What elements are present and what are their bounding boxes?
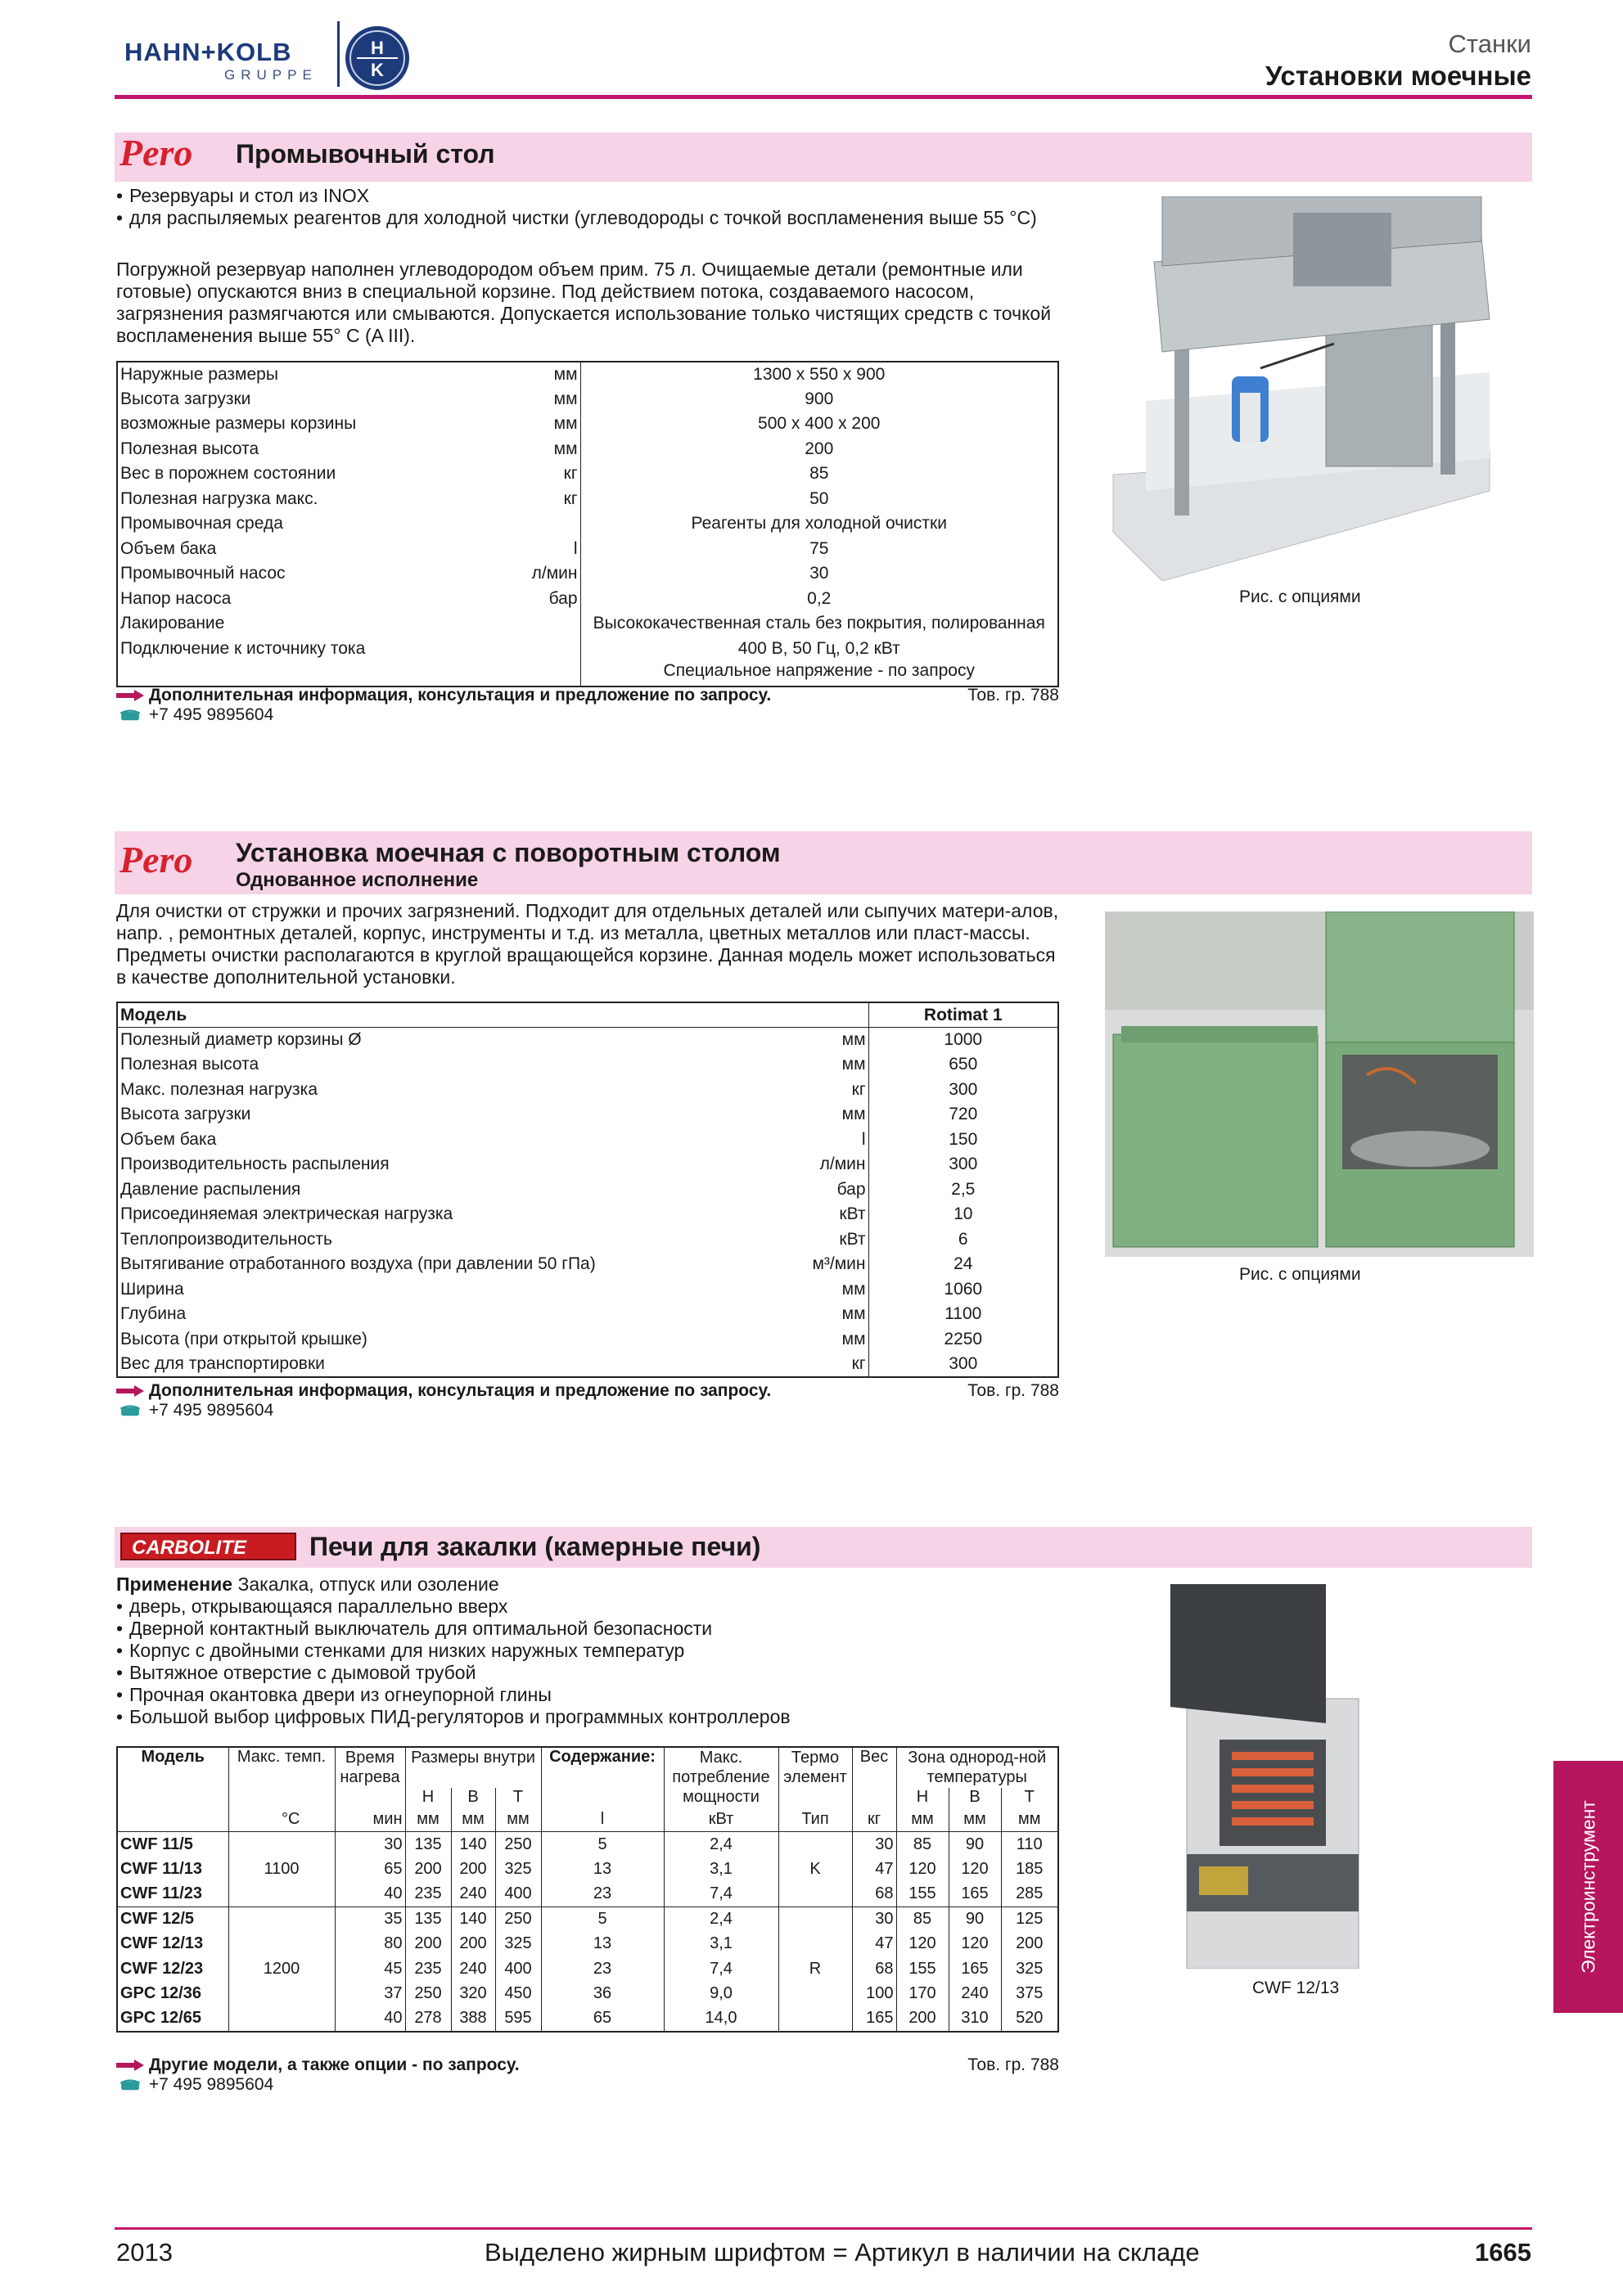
feature-item: • Резервуары и стол из INOX (116, 185, 1041, 207)
header-rule (115, 95, 1532, 99)
power-cell: 7,4 (664, 1882, 778, 1907)
spec-value: 1060 (868, 1277, 1058, 1303)
footer-note: Выделено жирным шрифтом = Артикул в наличии на складе (485, 2238, 1200, 2267)
dim-h-cell: 250 (405, 1982, 451, 2007)
feature-item: • Корпус с двойными стенками для низких наружных температур (116, 1640, 1057, 1662)
phone-icon (116, 1405, 144, 1416)
spec-label: Объем бака (120, 538, 217, 558)
svg-text:H: H (371, 38, 384, 58)
spec-label: Давление распыления (120, 1179, 301, 1199)
heat-cell: 40 (335, 2006, 405, 2032)
zone-h-cell: 155 (896, 1956, 949, 1982)
spec-value: 75 (809, 538, 829, 558)
dim-t-cell: 400 (495, 1956, 541, 1982)
th-weight: Вес (852, 1747, 896, 1807)
zone-t-cell: 520 (1016, 2009, 1044, 2028)
zone-w-cell: 90 (949, 1832, 1001, 1857)
spec-label: Подключение к источнику тока (120, 638, 366, 658)
logo-subtitle: GRUPPE (224, 67, 318, 83)
header-category: Станки (1448, 29, 1531, 58)
spec-unit: кг (851, 1353, 866, 1373)
product-group: Тов. гр. 788 (967, 686, 1059, 705)
zone-t-cell: 125 (1016, 1910, 1044, 1928)
dim-h-cell: 200 (405, 1932, 451, 1957)
arrow-right-icon (116, 690, 144, 701)
application-text: Закалка, отпуск или озоление (237, 1573, 499, 1595)
spec-unit (510, 511, 580, 537)
dim-w-cell: 200 (451, 1857, 495, 1882)
product3-application (116, 1573, 499, 1596)
spec-unit: мм (841, 1105, 866, 1124)
spec-unit: мм (510, 387, 580, 412)
th-max-temp: Макс. темп. (228, 1747, 335, 1807)
product1-caption: Рис. с опциями (1239, 588, 1361, 606)
spec-label: Полезная высота (120, 1055, 259, 1074)
spec-unit: л/мин (510, 561, 580, 587)
spec-label: Наружные размеры (120, 364, 278, 384)
heat-cell: 35 (335, 1907, 405, 1932)
spec-unit (510, 637, 580, 662)
product-group: Тов. гр. 788 (967, 1381, 1059, 1400)
power-cell: 2,4 (664, 1832, 778, 1857)
furnace-image (1162, 1584, 1367, 1969)
th-h: Н (405, 1788, 451, 1807)
spec-value: 10 (868, 1202, 1058, 1227)
content-cell: 5 (541, 1907, 664, 1932)
product2-caption: Рис. с опциями (1239, 1265, 1361, 1284)
spec-row (117, 1078, 1058, 1103)
phone-number: +7 495 9895604 (148, 705, 274, 724)
spec-row (117, 661, 1058, 687)
content-cell: 5 (541, 1832, 664, 1857)
product3-caption: CWF 12/13 (1252, 1979, 1340, 1997)
power-cell: 7,4 (664, 1956, 778, 1982)
zone-t-cell: 325 (1016, 1959, 1044, 1978)
spec-unit: мм (510, 412, 580, 437)
zone-w-cell: 240 (949, 1982, 1001, 2007)
spec-label: Ширина (120, 1279, 184, 1299)
feature-item: • Прочная окантовка двери из огнеупорной глины (116, 1684, 1057, 1706)
heat-cell: 45 (335, 1956, 405, 1982)
zone-t-cell: 185 (1016, 1859, 1044, 1878)
zone-h-cell: 120 (896, 1932, 949, 1957)
spec-row (117, 1252, 1058, 1277)
spec-label: Лакирование (120, 614, 225, 633)
carbolite-logo: CARBOLITE (120, 1533, 296, 1560)
feature-item: • Большой выбор цифровых ПИД-регуляторов и программных контроллеров (116, 1706, 1057, 1728)
thermo-cell: K (778, 1832, 852, 1907)
content-cell: 36 (541, 1982, 664, 2007)
unit-mm: мм (495, 1807, 541, 1832)
dim-t-cell: 250 (495, 1832, 541, 1857)
heat-cell: 80 (335, 1932, 405, 1957)
feature-item: • дверь, открывающаяся параллельно вверх (116, 1596, 1057, 1618)
spec-row (117, 1277, 1058, 1303)
phone-icon (116, 709, 144, 721)
dim-h-cell: 235 (405, 1956, 451, 1982)
application-label: Применение (116, 1573, 233, 1595)
spec-label: Макс. полезная нагрузка (120, 1079, 318, 1099)
page-number: 1665 (1475, 2238, 1531, 2267)
th-model: Модель (117, 1747, 228, 1807)
feature-item: • Вытяжное отверстие с дымовой трубой (116, 1662, 1057, 1684)
unit-l: l (541, 1807, 664, 1832)
dim-h-cell: 200 (405, 1857, 451, 1882)
spec-value: 300 (868, 1352, 1058, 1377)
spec-label: Глубина (120, 1304, 187, 1324)
unit-mm: мм (451, 1807, 495, 1832)
washing-table-image (1097, 196, 1506, 581)
zone-t-cell: 200 (1016, 1934, 1044, 1953)
product2-description: Для очистки от стружки и прочих загрязнений. Подходит для отдельных деталей или сыпучих матери-алов, напр. , ремонтных деталей, корпус, инструменты и т.д. из металла, цветных металлов или пласт-массы. Предметы очистки располагаются в круглой вращающейся корзине. Данная модель может использоваться в качестве дополнительной установки. (116, 900, 1059, 988)
th-w: В (451, 1788, 495, 1807)
spec-unit: бар (510, 587, 580, 612)
product1-features (116, 185, 1041, 229)
spec-row (117, 487, 1058, 512)
dim-t-cell: 325 (495, 1857, 541, 1882)
spec-row (117, 537, 1058, 562)
spec-row (117, 637, 1058, 662)
zone-w-cell: 120 (949, 1932, 1001, 1957)
spec-row (117, 362, 1058, 387)
spec-value: 6 (868, 1227, 1058, 1253)
content-cell: 23 (541, 1882, 664, 1907)
spec-label: Вес в порожнем состоянии (120, 464, 336, 484)
dim-t-cell: 595 (495, 2006, 541, 2032)
zone-w-cell: 310 (949, 2006, 1001, 2032)
spec-row (117, 1052, 1058, 1078)
weight-cell: 68 (852, 1882, 896, 1907)
unit-min: мин (335, 1807, 405, 1832)
spec-value: 200 (805, 439, 834, 458)
info-text: Другие модели, а также опции - по запросу. (148, 2055, 520, 2074)
hk-logo-icon (344, 25, 411, 92)
spec-label: Высота загрузки (120, 389, 251, 408)
dim-w-cell: 388 (451, 2006, 495, 2032)
dim-w-cell: 240 (451, 1882, 495, 1907)
spec-value: 500 x 400 x 200 (758, 414, 881, 434)
zone-h-cell: 85 (896, 1907, 949, 1932)
spec-value: 0,2 (807, 588, 832, 608)
spec-unit: мм (841, 1030, 866, 1049)
th-zh: Н (896, 1788, 949, 1807)
spec-value: 400 В, 50 Гц, 0,2 кВт (737, 638, 900, 658)
spec-unit: кВт (839, 1204, 866, 1224)
spec-value: 50 (809, 488, 829, 508)
power-cell: 3,1 (664, 1857, 778, 1882)
power-cell: 9,0 (664, 1982, 778, 2007)
spec-unit: мм (841, 1304, 866, 1324)
header-section: Установки моечные (1265, 61, 1531, 91)
dim-w-cell: 200 (451, 1932, 495, 1957)
product2-info (116, 1381, 1059, 1420)
spec-label: Производительность распыления (120, 1155, 390, 1174)
dim-w-cell: 320 (451, 1982, 495, 2007)
spec-label: Вытягивание отработанного воздуха (при давлении 50 гПа) (120, 1254, 596, 1274)
spec-value: 300 (868, 1078, 1058, 1103)
zone-w-cell: 90 (949, 1907, 1001, 1932)
unit-kw: кВт (664, 1807, 778, 1832)
product1-title: Промывочный стол (236, 139, 495, 169)
model-cell: CWF 11/13 (117, 1857, 228, 1882)
zone-w-cell: 165 (949, 1882, 1001, 1907)
spec-label: Вес для транспортировки (120, 1353, 325, 1373)
spec-label: Полезный диаметр корзины Ø (120, 1030, 362, 1049)
content-cell: 13 (541, 1932, 664, 1957)
spec-label: Промывочный насос (120, 564, 286, 583)
heat-cell: 30 (335, 1832, 405, 1857)
zone-t-cell: 110 (1016, 1835, 1043, 1853)
dim-w-cell: 140 (451, 1907, 495, 1932)
spec-row (117, 1177, 1058, 1203)
info-text: Дополнительная информация, консультация и предложение по запросу. (148, 686, 772, 705)
th-zone: Зона однород-ной температуры (908, 1749, 1047, 1786)
table-row (117, 1832, 1058, 1857)
spec-label: возможные размеры корзины (120, 414, 357, 434)
zone-h-cell: 85 (896, 1832, 949, 1857)
spec-value: 2250 (868, 1327, 1058, 1353)
product3-features (116, 1596, 1057, 1728)
product2-title: Установка моечная с поворотным столом (236, 838, 781, 867)
product2-subtitle: Однованное исполнение (236, 869, 479, 891)
dim-t-cell: 400 (495, 1882, 541, 1907)
model-cell: CWF 11/5 (117, 1832, 228, 1857)
product-group: Тов. гр. 788 (967, 2055, 1059, 2074)
unit-temp: °C (228, 1807, 335, 1832)
spec-label: Полезная высота (120, 439, 259, 458)
th-thermo: Термо элемент (778, 1747, 852, 1807)
temp-cell: 1100 (228, 1832, 335, 1907)
content-cell: 13 (541, 1857, 664, 1882)
th-dims: Размеры внутри (405, 1747, 541, 1788)
zone-h-cell: 170 (896, 1982, 949, 2007)
content-cell: 23 (541, 1956, 664, 1982)
spec-row (117, 511, 1058, 537)
product1-brand-logo: Pero (119, 132, 193, 173)
spec-unit: мм (510, 437, 580, 462)
th-content: Содержание: (541, 1747, 664, 1807)
zone-h-cell: 200 (896, 2006, 949, 2032)
weight-cell: 68 (852, 1956, 896, 1982)
spec-label: Присоединяемая электрическая нагрузка (120, 1204, 453, 1224)
spec-unit: м³/мин (812, 1254, 866, 1274)
zone-h-cell: 155 (896, 1882, 949, 1907)
spec-label: Высота загрузки (120, 1105, 251, 1124)
spec-row (117, 1152, 1058, 1177)
power-cell: 14,0 (664, 2006, 778, 2032)
spec-value: 720 (868, 1102, 1058, 1128)
product1-description: Погружной резервуар наполнен углеводородом объем прим. 75 л. Очищаемые детали (ремонтные или готовые) опускаются вниз в специальной корзине. Под действием потока, создаваемого насосом, загрязнения размягчаются или смываются. Допускается использование только чистящих средств с точкой воспламенения выше 55° C (A III). (116, 259, 1052, 346)
th-heat-time: Время нагрева (335, 1747, 405, 1807)
logo-wordmark: HAHN+KOLB (124, 38, 292, 66)
spec-row (117, 1302, 1058, 1327)
product1-spec-table (116, 361, 1059, 687)
svg-text:K: K (371, 60, 384, 80)
spec-value: 1100 (868, 1302, 1058, 1327)
zone-w-cell: 165 (949, 1956, 1001, 1982)
spec-unit: бар (836, 1179, 866, 1199)
spec-row (117, 1028, 1058, 1053)
model-cell: CWF 12/5 (117, 1907, 228, 1932)
spec-row (117, 412, 1058, 437)
head-value: Rotimat 1 (868, 1002, 1058, 1028)
spec-value: 30 (809, 564, 829, 583)
spec-label: Теплопроизводительность (120, 1229, 332, 1249)
side-tab[interactable] (1553, 1761, 1623, 2013)
dim-h-cell: 135 (405, 1907, 451, 1932)
footer-year: 2013 (116, 2238, 173, 2267)
temp-cell: 1200 (228, 1907, 335, 2032)
phone-icon (116, 2079, 144, 2091)
head-model: Модель (120, 1005, 187, 1024)
spec-unit: l (861, 1129, 866, 1149)
zone-t-cell: 375 (1016, 1984, 1044, 2003)
info-text: Дополнительная информация, консультация и предложение по запросу. (148, 1381, 772, 1400)
spec-value: 150 (868, 1128, 1058, 1153)
unit-type: Тип (778, 1807, 852, 1832)
zone-w-cell: 120 (949, 1857, 1001, 1882)
spec-unit: мм (510, 362, 580, 387)
weight-cell: 165 (852, 2006, 896, 2032)
spec-value: Специальное напряжение - по запросу (663, 661, 975, 680)
model-cell: CWF 12/23 (117, 1956, 228, 1982)
dim-t-cell: 450 (495, 1982, 541, 2007)
side-tab-label: Электроинструмент (1577, 1800, 1598, 1974)
phone-number: +7 495 9895604 (148, 1401, 274, 1420)
spec-value: 1300 x 550 x 900 (753, 364, 886, 384)
product3-title: Печи для закалки (камерные печи) (309, 1532, 761, 1561)
spec-unit: мм (841, 1055, 866, 1074)
unit-mm: мм (896, 1807, 949, 1832)
spec-row (117, 461, 1058, 487)
spec-unit: кг (510, 461, 580, 487)
spec-row (117, 1128, 1058, 1153)
spec-value: 650 (868, 1052, 1058, 1078)
logo-divider (337, 21, 340, 87)
furnace-table (116, 1746, 1059, 2033)
spec-value: 1000 (868, 1028, 1058, 1053)
thermo-cell: R (778, 1907, 852, 2032)
spec-value: 85 (809, 464, 829, 484)
dim-t-cell: 250 (495, 1907, 541, 1932)
arrow-right-icon (116, 2060, 144, 2071)
spec-unit: кг (851, 1079, 866, 1099)
dim-h-cell: 135 (405, 1832, 451, 1857)
dim-h-cell: 235 (405, 1882, 451, 1907)
spec-unit: мм (841, 1279, 866, 1299)
power-cell: 2,4 (664, 1907, 778, 1932)
spec-row (117, 437, 1058, 462)
spec-value: 300 (868, 1152, 1058, 1177)
th-zw: В (949, 1788, 1001, 1807)
unit-mm: мм (405, 1807, 451, 1832)
feature-item: • Дверной контактный выключатель для оптимальной безопасности (116, 1618, 1057, 1640)
content-cell: 65 (541, 2006, 664, 2032)
heat-cell: 40 (335, 1882, 405, 1907)
spec-label: Высота (при открытой крышке) (120, 1329, 367, 1348)
spec-row (117, 611, 1058, 637)
table-row (117, 1907, 1058, 1932)
rotary-washer-image (1105, 912, 1534, 1257)
spec-value: Высококачественная сталь без покрытия, полированная (593, 614, 1045, 633)
heat-cell: 37 (335, 1982, 405, 2007)
th-t: Т (495, 1788, 541, 1807)
spec-row (117, 1327, 1058, 1353)
spec-unit: мм (841, 1329, 866, 1348)
spec-value: 24 (868, 1252, 1058, 1277)
weight-cell: 30 (852, 1832, 896, 1857)
spec-row (117, 587, 1058, 612)
footer-rule (115, 2227, 1532, 2230)
spec-unit: l (510, 537, 580, 562)
weight-cell: 100 (852, 1982, 896, 2007)
feature-item: • для распыляемых реагентов для холодной чистки (углеводороды с точкой воспламенения выше 55 °C) (116, 207, 1041, 229)
spec-unit: кг (510, 487, 580, 512)
th-power: Макс. потребление мощности (664, 1747, 778, 1807)
weight-cell: 30 (852, 1907, 896, 1932)
unit-mm: мм (1018, 1809, 1041, 1828)
model-cell: CWF 12/13 (117, 1932, 228, 1957)
weight-cell: 47 (852, 1857, 896, 1882)
arrow-right-icon (116, 1385, 144, 1397)
spec-unit: л/мин (819, 1155, 866, 1174)
spec-value: 900 (805, 389, 834, 408)
zone-t-cell: 285 (1016, 1884, 1044, 1902)
spec-unit: кВт (839, 1229, 866, 1249)
spec-label: Напор насоса (120, 588, 232, 608)
spec-value: 2,5 (868, 1177, 1058, 1203)
product3-info (116, 2055, 1059, 2095)
product2-spec-table (116, 1002, 1059, 1378)
spec-row (117, 561, 1058, 587)
zone-h-cell: 120 (896, 1857, 949, 1882)
spec-label: Объем бака (120, 1129, 217, 1149)
power-cell: 3,1 (664, 1932, 778, 1957)
dim-t-cell: 325 (495, 1932, 541, 1957)
spec-value: Реагенты для холодной очистки (691, 514, 947, 533)
model-cell: GPC 12/36 (117, 1982, 228, 2007)
dim-w-cell: 240 (451, 1956, 495, 1982)
spec-row (117, 1102, 1058, 1128)
weight-cell: 47 (852, 1932, 896, 1957)
model-cell: CWF 11/23 (117, 1882, 228, 1907)
unit-kg: кг (852, 1807, 896, 1832)
dim-w-cell: 140 (451, 1832, 495, 1857)
spec-row (117, 1227, 1058, 1253)
spec-row (117, 387, 1058, 412)
phone-number: +7 495 9895604 (148, 2075, 274, 2094)
model-cell: GPC 12/65 (117, 2006, 228, 2032)
spec-label: Полезная нагрузка макс. (120, 488, 318, 508)
heat-cell: 65 (335, 1857, 405, 1882)
spec-unit (510, 611, 580, 637)
dim-h-cell: 278 (405, 2006, 451, 2032)
product2-brand-logo: Pero (119, 839, 193, 880)
spec-label: Промывочная среда (120, 514, 283, 533)
th-zt: Т (1024, 1787, 1035, 1806)
spec-row (117, 1352, 1058, 1377)
spec-row (117, 1202, 1058, 1227)
product1-info (116, 686, 1059, 725)
unit-mm: мм (949, 1807, 1001, 1832)
